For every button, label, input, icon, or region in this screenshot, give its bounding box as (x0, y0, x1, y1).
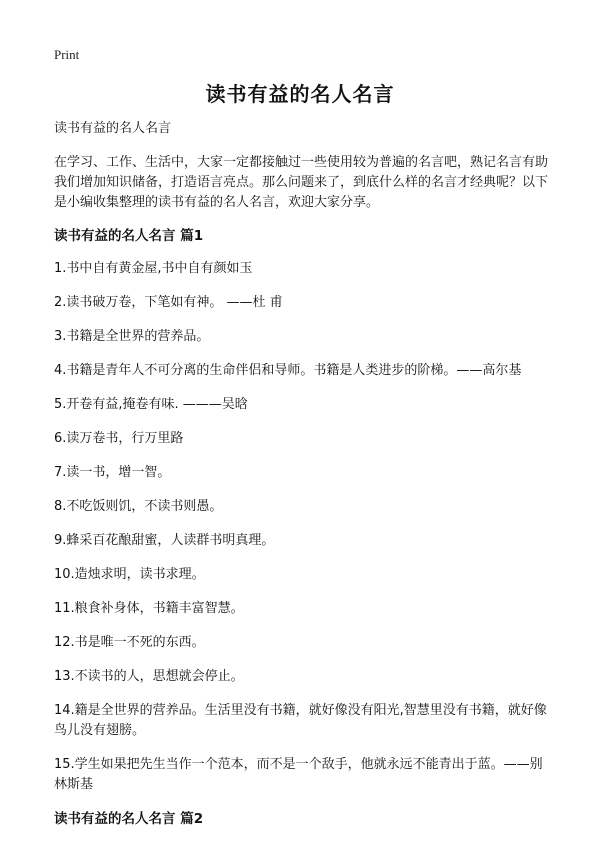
quote-item: 13.不读书的人，思想就会停止。 (54, 669, 244, 684)
quote-item: 10.造烛求明，读书求理。 (54, 567, 205, 582)
quote-item: 1.书中自有黄金屋,书中自有颜如玉 (54, 261, 253, 276)
quote-item: 11.粮食补身体，书籍丰富智慧。 (54, 601, 244, 616)
page-title: 读书有益的名人名言 (205, 82, 395, 106)
intro-paragraph: 在学习、工作、生活中，大家一定都接触过一些使用较为普遍的名言吧，熟记名言有助我们增加知识储备，打造语言亮点。那么问题来了，到底什么样的名言才经典呢？以下是小编收集整理的读书有益的名人名言，欢迎大家分享。 (54, 155, 549, 210)
quote-item: 3.书籍是全世界的营养品。 (54, 329, 210, 344)
print-link[interactable]: Print (54, 47, 80, 62)
quote-item: 6.读万卷书，行万里路 (54, 431, 184, 446)
section-heading-2: 读书有益的名人名言 篇2 (54, 811, 204, 827)
quote-item: 5.开卷有益,掩卷有味. ———吴晗 (54, 397, 248, 412)
article-body (54, 119, 554, 842)
quote-item: 7.读一书，增一智。 (54, 465, 171, 480)
quote-item: 9.蜂采百花酿甜蜜，人读群书明真理。 (54, 533, 275, 548)
quote-item: 2.读书破万卷，下笔如有神。 ——杜 甫 (54, 295, 283, 310)
quote-item: 8.不吃饭则饥，不读书则愚。 (54, 499, 223, 514)
section-heading-1: 读书有益的名人名言 篇1 (54, 228, 204, 244)
quote-item: 12.书是唯一不死的东西。 (54, 635, 205, 650)
article-subtitle: 读书有益的名人名言 (54, 121, 172, 136)
quote-item: 14.籍是全世界的营养品。生活里没有书籍，就好像没有阳光,智慧里没有书籍，就好像鸟儿没有翅膀。 (54, 703, 547, 738)
quote-item: 15.学生如果把先生当作一个范本，而不是一个敌手，他就永远不能青出于蓝。——别林斯基 (54, 757, 543, 792)
quote-item: 4.书籍是青年人不可分离的生命伴侣和导师。书籍是人类进步的阶梯。——高尔基 (54, 363, 522, 378)
